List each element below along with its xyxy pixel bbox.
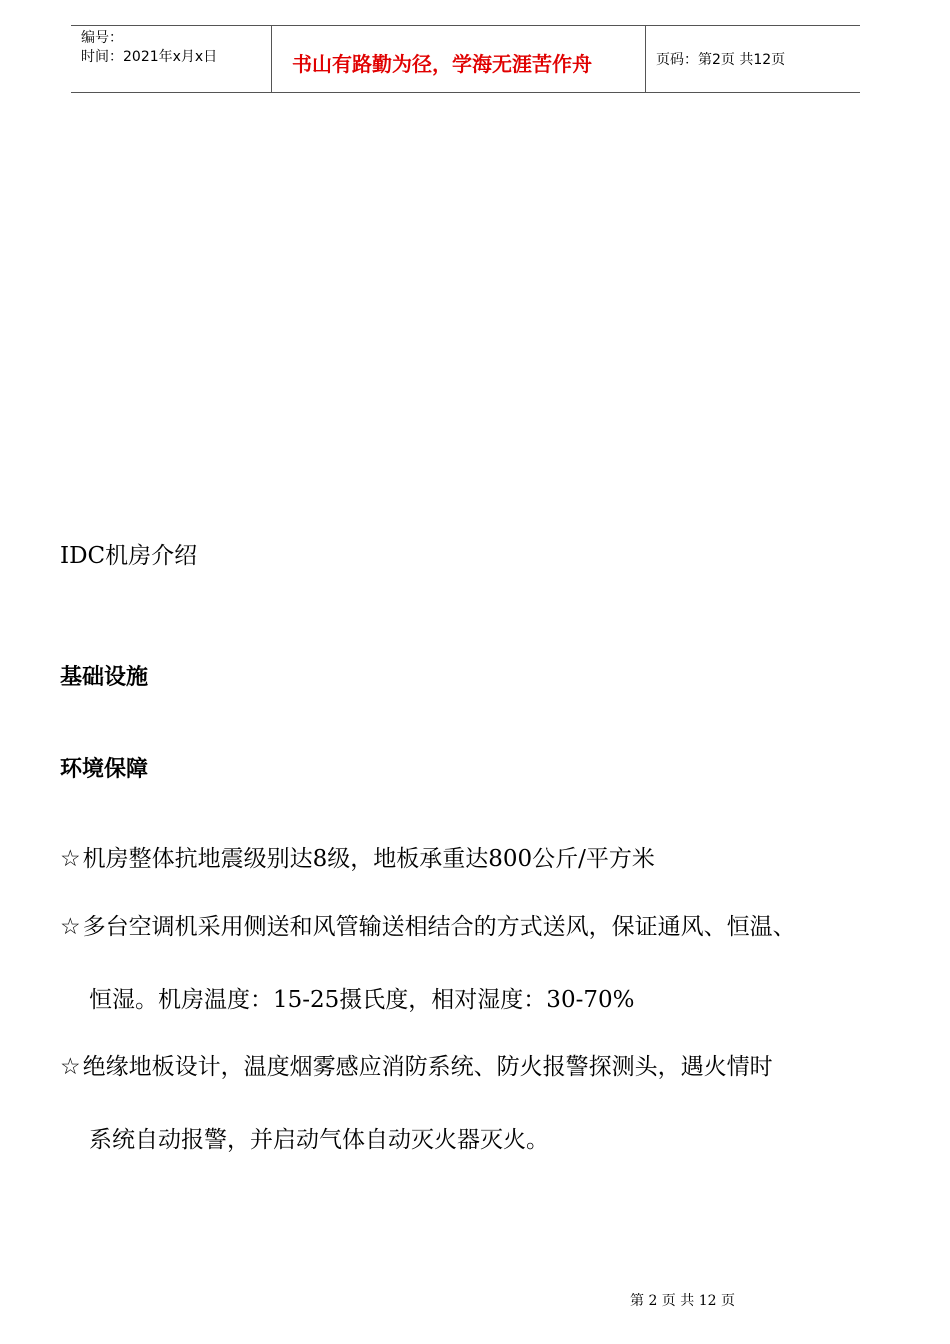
bullet-item — [60, 1053, 773, 1081]
bullet-continuation: 系统自动报警，并启动气体自动灭火器灭火。 — [89, 1127, 549, 1153]
star-icon: ☆ — [60, 846, 81, 872]
section-heading-infrastructure: 基础设施 — [60, 665, 149, 690]
header-meta-cell — [71, 26, 272, 92]
bullet-text: 机房整体抗地震级别达8级，地板承重达800公斤/平方米 — [82, 846, 655, 872]
document-number-label: 编号： — [81, 30, 123, 46]
page-header — [71, 25, 860, 93]
bullet-text: 多台空调机采用侧送和风管输送相结合的方式送风，保证通风、恒温、 — [82, 914, 796, 940]
bullet-text: 绝缘地板设计，温度烟雾感应消防系统、防火报警探测头，遇火情时 — [82, 1054, 773, 1080]
header-motto: 书山有路勤为径，学海无涯苦作舟 — [292, 52, 592, 76]
star-icon: ☆ — [60, 1054, 81, 1080]
header-motto-cell — [272, 26, 646, 92]
header-page-cell — [646, 26, 860, 92]
page-footer: 第 2 页 共 12 页 — [630, 1293, 735, 1309]
star-icon: ☆ — [60, 914, 81, 940]
document-title: IDC机房介绍 — [60, 543, 198, 569]
bullet-item — [60, 913, 796, 941]
bullet-continuation: 恒湿。机房温度：15-25摄氏度，相对湿度：30-70% — [89, 987, 635, 1013]
header-page-info: 页码：第2页 共12页 — [656, 52, 786, 68]
bullet-item — [60, 845, 655, 873]
document-time: 时间：2021年x月x日 — [81, 49, 218, 65]
section-heading-environment: 环境保障 — [60, 757, 149, 782]
